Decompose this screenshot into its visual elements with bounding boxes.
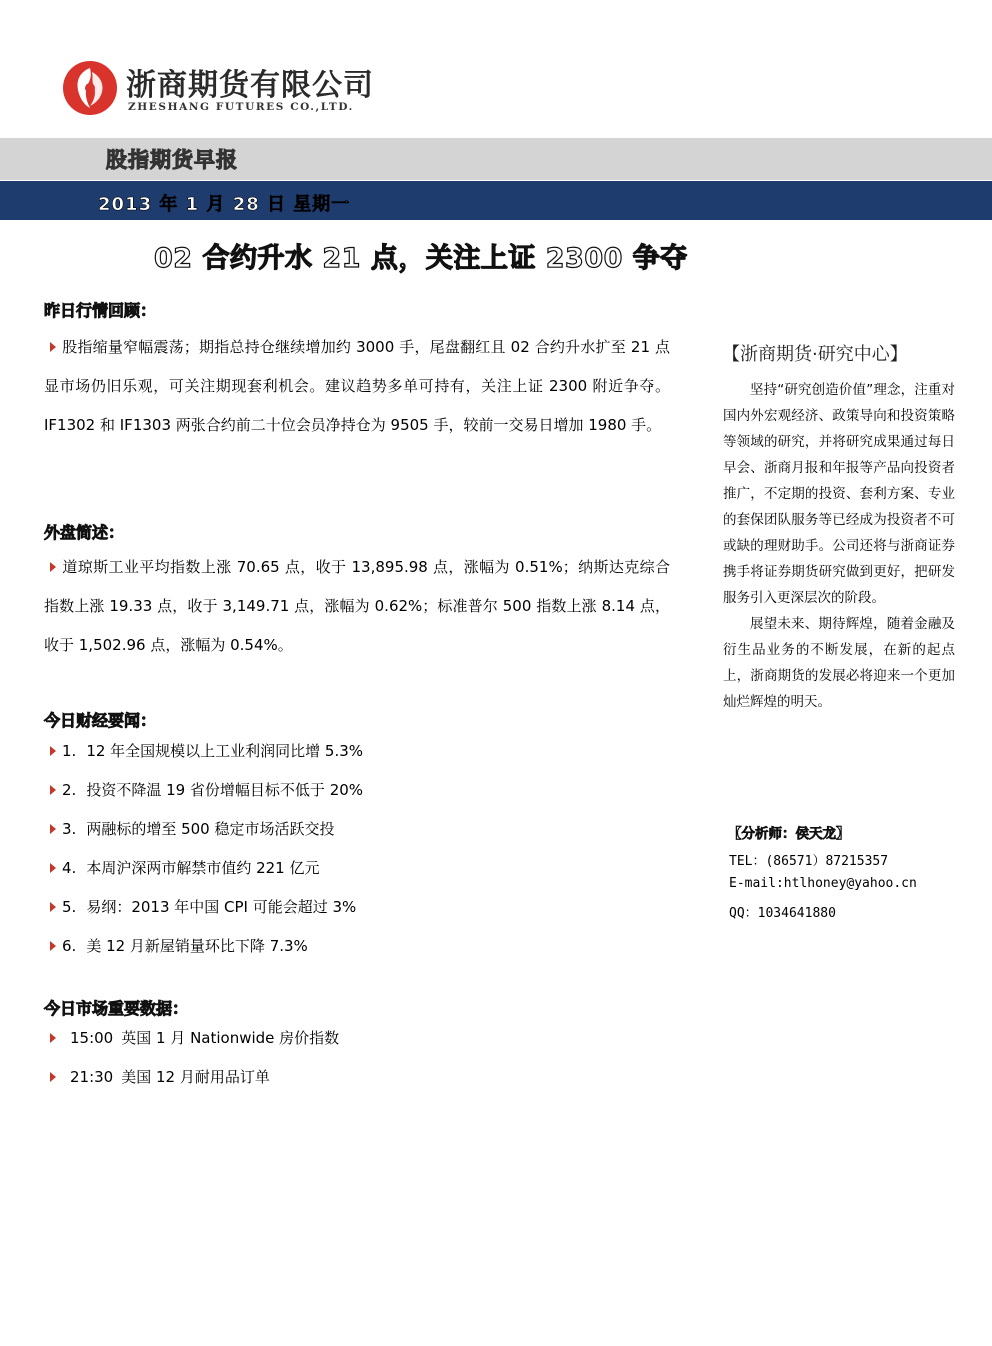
review-text: 股指缩量窄幅震荡；期指总持仓继续增加约 3000 手，尾盘翻红且 02 合约升水扩至 21 点显市场仍旧乐观，可关注期现套利机会。建议趋势多单可持有，关注上证 2300 附近争夺。 IF1302 和 IF1303 两张合约前二十位会员净持仓为 9505 手，较前一交易日增加 1980 手。	[44, 338, 670, 434]
analyst-name: 【分析师：侯天龙】	[728, 826, 850, 842]
sidebar-paragraph: 坚持“研究创造价值”理念，注重对国内外宏观经济、政策导向和投资策略等领域的研究，并将研究成果通过每日早会、浙商月报和年报等产品向投资者推广，不定期的投资、套利方案、专业的套保团队服务等已经成为投资者不可或缺的理财助手。公司还将与浙商证券携手将证券期货研究做到更好，把研发服务引入更深层次的阶段。	[723, 382, 955, 606]
bullet-icon	[50, 863, 56, 873]
sidebar-title: 【浙商期货·研究中心】	[722, 344, 908, 365]
news-heading: 今日财经要闻：	[44, 711, 157, 730]
market-data-item: 21:30 美国 12 月耐用品订单	[44, 1066, 270, 1087]
bullet-icon	[50, 342, 56, 352]
market-data-item: 15:00 英国 1 月 Nationwide 房价指数	[44, 1027, 339, 1048]
company-name-cn: 浙商期货有限公司	[126, 68, 374, 103]
bullet-icon	[50, 1033, 56, 1043]
overseas-paragraph	[44, 548, 670, 665]
bullet-icon	[50, 746, 56, 756]
bullet-icon	[50, 824, 56, 834]
analyst-email[interactable]: E-mail:htlhoney@yahoo.cn	[729, 876, 917, 891]
bullet-icon	[50, 1072, 56, 1082]
bullet-icon	[50, 941, 56, 951]
review-paragraph	[44, 328, 670, 445]
analyst-qq: QQ：1034641880	[729, 906, 836, 921]
zheshang-logo-icon	[62, 60, 118, 116]
news-item: 3. 两融标的增至 500 稳定市场活跃交投	[44, 818, 334, 839]
bullet-icon	[50, 902, 56, 912]
report-date: 2013 年 1 月 28 日 星期一	[98, 194, 351, 215]
review-paragraph-wrap	[44, 328, 670, 484]
sidebar-paragraph: 展望未来、期待辉煌，随着金融及衍生品业务的不断发展，在新的起点上，浙商期货的发展必将迎来一个更加灿烂辉煌的明天。	[723, 616, 955, 710]
report-title: 股指期货早报	[106, 148, 238, 172]
market-data-heading: 今日市场重要数据：	[44, 999, 189, 1018]
review-heading: 昨日行情回顾：	[44, 301, 157, 320]
news-item: 2. 投资不降温 19 省份增幅目标不低于 20%	[44, 779, 363, 800]
overseas-heading: 外盘简述：	[44, 523, 125, 542]
bullet-icon	[50, 562, 56, 572]
company-name-en: ZHESHANG FUTURES CO.,LTD.	[128, 101, 354, 113]
news-item: 1. 12 年全国规模以上工业利润同比增 5.3%	[44, 740, 363, 761]
news-item: 6. 美 12 月新屋销量环比下降 7.3%	[44, 935, 308, 956]
overseas-text: 道琼斯工业平均指数上涨 70.65 点，收于 13,895.98 点，涨幅为 0.51%；纳斯达克综合指数上涨 19.33 点，收于 3,149.71 点，涨幅为 0.62%；标准普尔 500 指数上涨 8.14 点，收于 1,502.96 点，涨幅为 0.54%。	[44, 558, 670, 654]
bullet-icon	[50, 785, 56, 795]
overseas-paragraph-wrap	[44, 548, 670, 666]
news-item: 4. 本周沪深两市解禁市值约 221 亿元	[44, 857, 319, 878]
analyst-tel: TEL：(86571）87215357	[729, 854, 889, 869]
news-item: 5. 易纲：2013 年中国 CPI 可能会超过 3%	[44, 896, 356, 917]
sidebar-body	[723, 377, 955, 715]
headline: 02 合约升水 21 点，关注上证 2300 争夺	[154, 243, 688, 274]
